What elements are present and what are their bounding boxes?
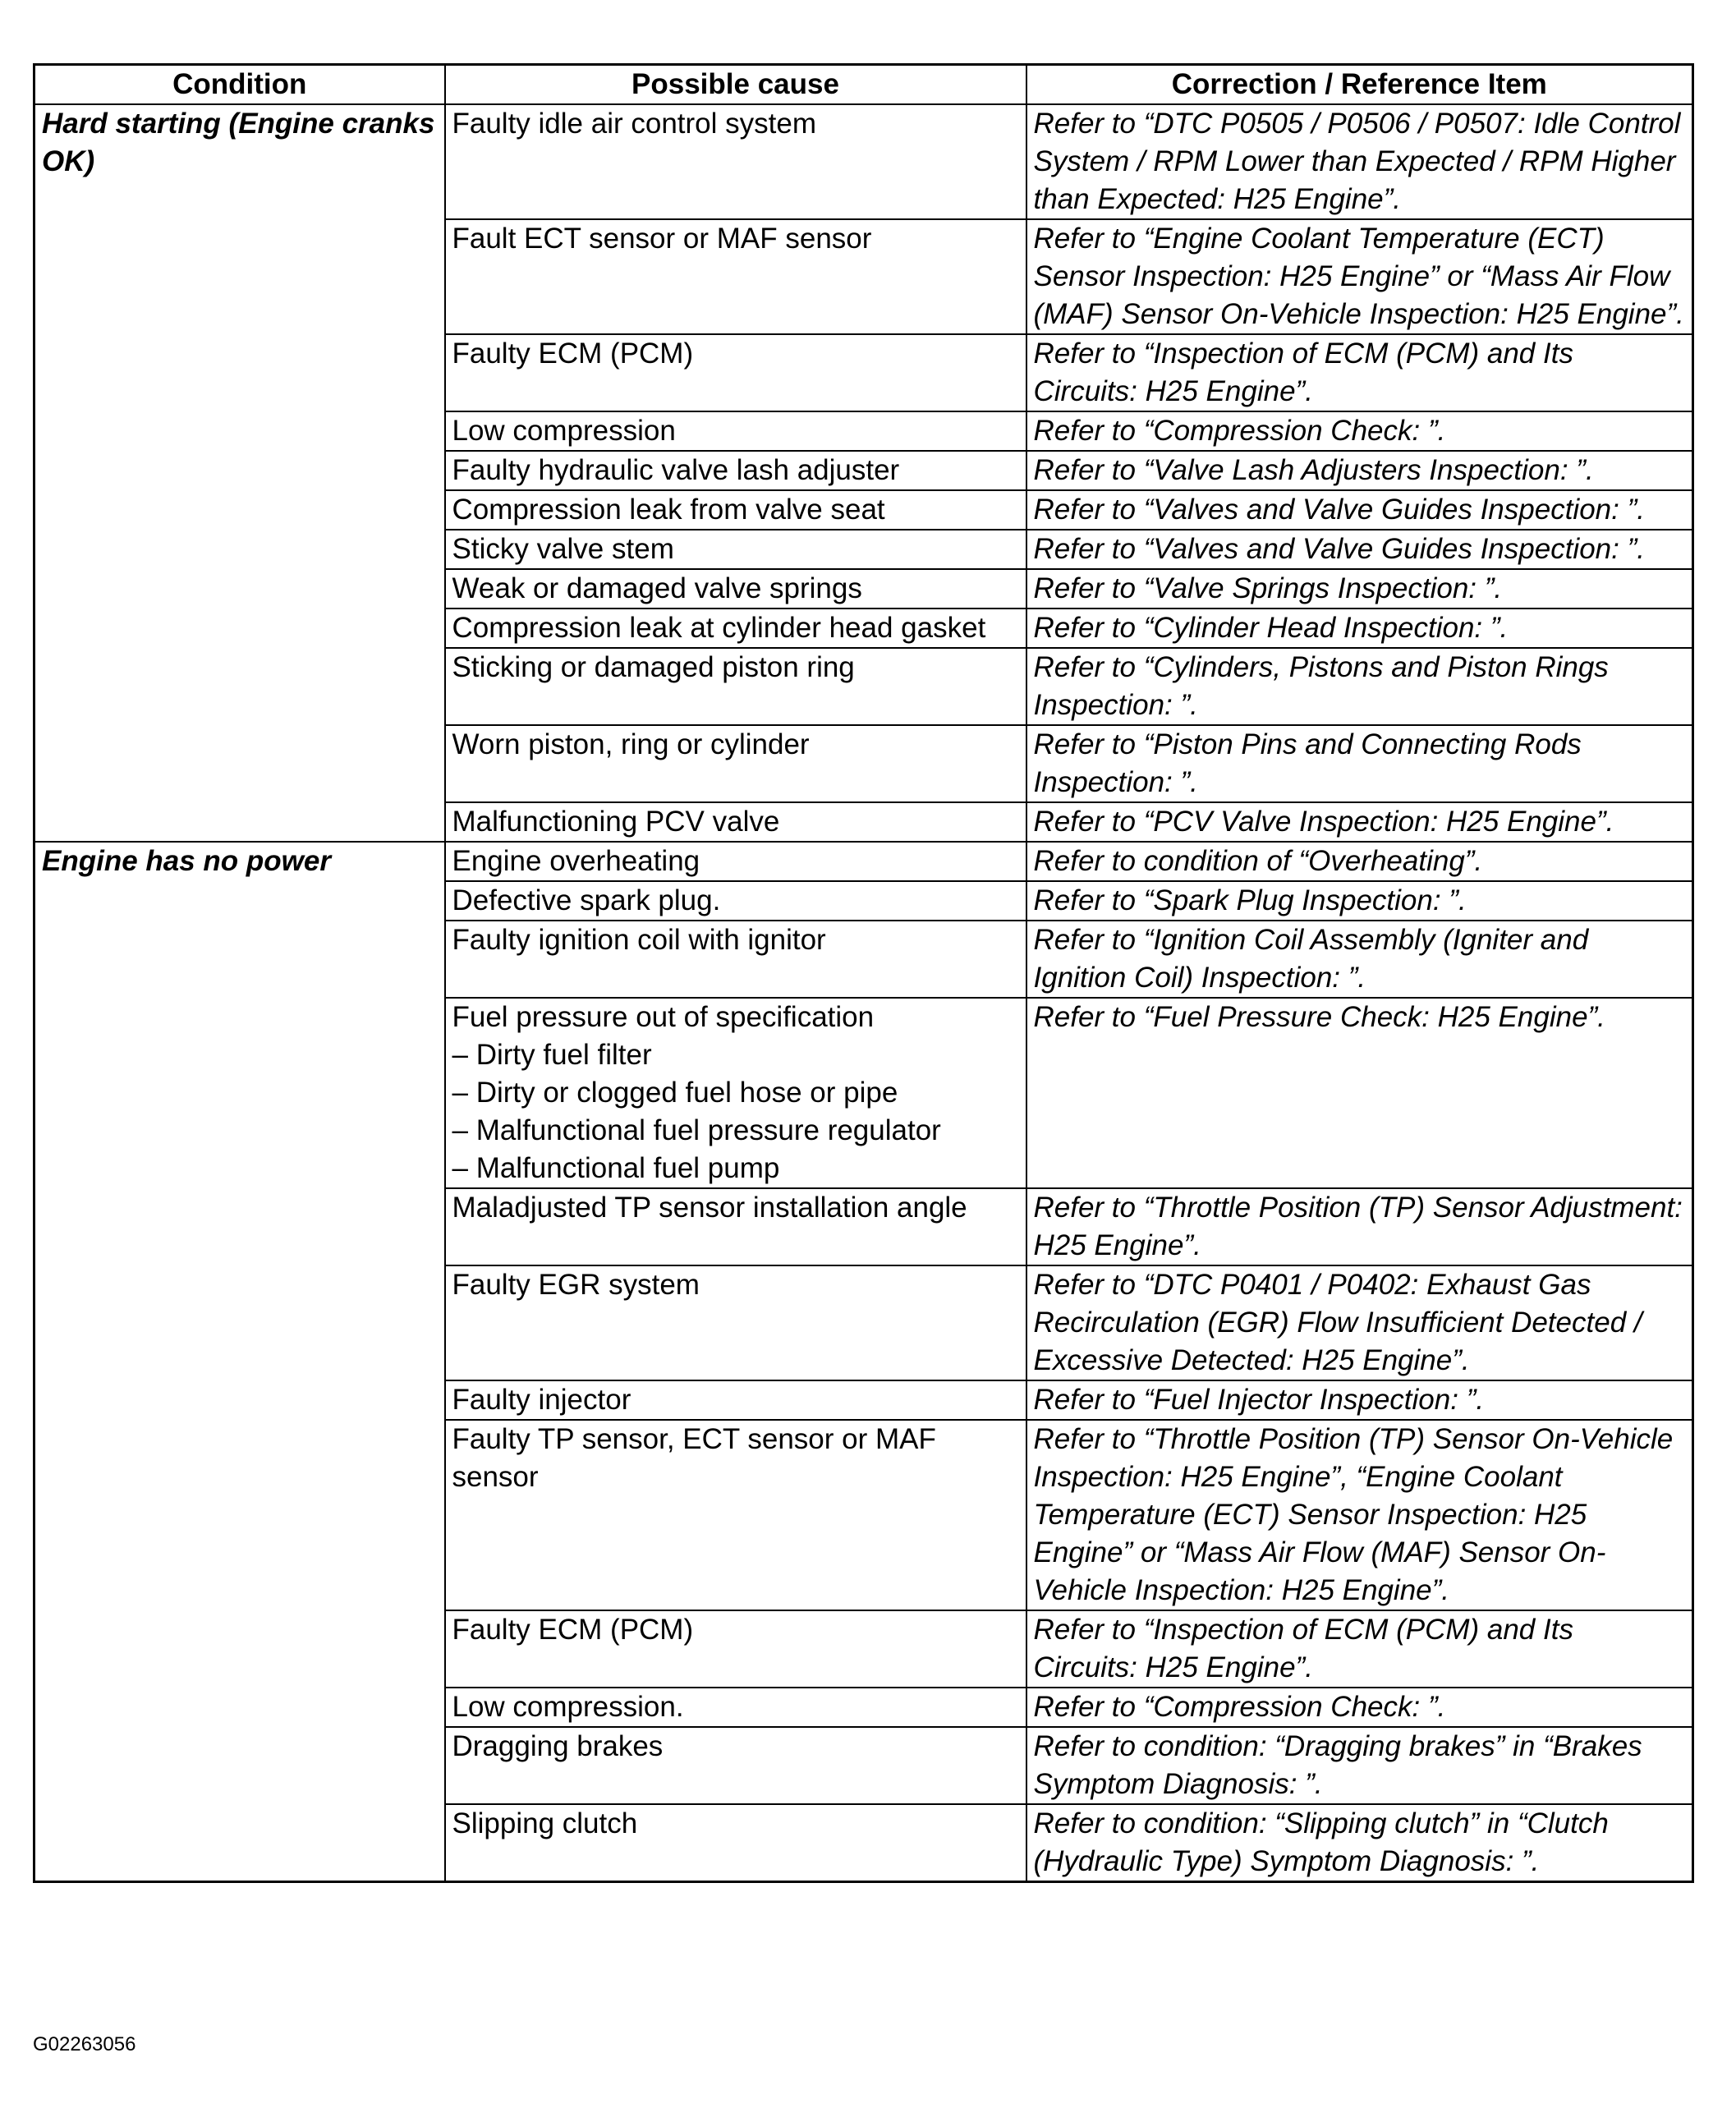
correction-cell: Refer to condition: “Dragging brakes” in “Brakes Symptom Diagnosis: ”.: [1026, 1727, 1693, 1804]
cause-line: – Dirty or clogged fuel hose or pipe: [452, 1077, 898, 1109]
correction-cell: Refer to “Valves and Valve Guides Inspection: ”.: [1026, 490, 1693, 530]
correction-cell: Refer to “DTC P0505 / P0506 / P0507: Idle Control System / RPM Lower than Expected / RPM Higher than Expected: H25 Engine”.: [1026, 104, 1693, 219]
correction-cell: Refer to “Valve Lash Adjusters Inspection: ”.: [1026, 451, 1693, 490]
table-body: [34, 104, 1693, 1882]
cause-line: – Malfunctional fuel pressure regulator: [452, 1114, 941, 1146]
possible-cause-cell: Faulty ignition coil with ignitor: [445, 921, 1026, 998]
correction-cell: Refer to “Inspection of ECM (PCM) and Its Circuits: H25 Engine”.: [1026, 334, 1693, 411]
header-row: [34, 65, 1693, 105]
possible-cause-cell: Maladjusted TP sensor installation angle: [445, 1188, 1026, 1265]
possible-cause-cell: Sticking or damaged piston ring: [445, 648, 1026, 725]
possible-cause-cell: Faulty hydraulic valve lash adjuster: [445, 451, 1026, 490]
possible-cause-cell: Faulty idle air control system: [445, 104, 1026, 219]
table-row: [34, 104, 1693, 219]
correction-cell: Refer to “Inspection of ECM (PCM) and Its Circuits: H25 Engine”.: [1026, 1610, 1693, 1688]
troubleshooting-table: [33, 63, 1694, 1883]
possible-cause-cell: [445, 998, 1026, 1188]
possible-cause-cell: Faulty injector: [445, 1380, 1026, 1420]
possible-cause-cell: Malfunctioning PCV valve: [445, 802, 1026, 842]
possible-cause-cell: Slipping clutch: [445, 1804, 1026, 1882]
correction-cell: Refer to “Piston Pins and Connecting Rods Inspection: ”.: [1026, 725, 1693, 802]
header-condition: Condition: [34, 65, 445, 105]
cause-line: – Malfunctional fuel pump: [452, 1152, 780, 1184]
possible-cause-cell: Faulty ECM (PCM): [445, 1610, 1026, 1688]
possible-cause-cell: Faulty EGR system: [445, 1265, 1026, 1380]
possible-cause-cell: Faulty ECM (PCM): [445, 334, 1026, 411]
possible-cause-cell: Faulty TP sensor, ECT sensor or MAF sensor: [445, 1420, 1026, 1610]
possible-cause-cell: Dragging brakes: [445, 1727, 1026, 1804]
correction-cell: Refer to “Engine Coolant Temperature (ECT) Sensor Inspection: H25 Engine” or “Mass Air Flow (MAF) Sensor On-Vehicle Inspection: H25 Engine”.: [1026, 219, 1693, 334]
correction-cell: Refer to “Fuel Pressure Check: H25 Engine”.: [1026, 998, 1693, 1188]
correction-cell: Refer to “Spark Plug Inspection: ”.: [1026, 881, 1693, 921]
correction-cell: Refer to “Valves and Valve Guides Inspection: ”.: [1026, 530, 1693, 569]
correction-cell: Refer to “Fuel Injector Inspection: ”.: [1026, 1380, 1693, 1420]
cause-line: Fuel pressure out of specification: [452, 1001, 875, 1033]
correction-cell: Refer to “DTC P0401 / P0402: Exhaust Gas Recirculation (EGR) Flow Insufficient Detected / Excessive Detected: H25 Engine”.: [1026, 1265, 1693, 1380]
correction-cell: Refer to “Cylinder Head Inspection: ”.: [1026, 609, 1693, 648]
possible-cause-cell: Defective spark plug.: [445, 881, 1026, 921]
possible-cause-cell: Fault ECT sensor or MAF sensor: [445, 219, 1026, 334]
correction-cell: Refer to “Throttle Position (TP) Sensor Adjustment: H25 Engine”.: [1026, 1188, 1693, 1265]
possible-cause-cell: Compression leak from valve seat: [445, 490, 1026, 530]
condition-cell: Hard starting (Engine cranks OK): [34, 104, 445, 842]
correction-cell: Refer to “Valve Springs Inspection: ”.: [1026, 569, 1693, 609]
correction-cell: Refer to condition: “Slipping clutch” in “Clutch (Hydraulic Type) Symptom Diagnosis: ”.: [1026, 1804, 1693, 1882]
possible-cause-cell: Engine overheating: [445, 842, 1026, 881]
possible-cause-cell: Low compression: [445, 411, 1026, 451]
correction-cell: Refer to “PCV Valve Inspection: H25 Engine”.: [1026, 802, 1693, 842]
correction-cell: Refer to “Compression Check: ”.: [1026, 411, 1693, 451]
possible-cause-cell: Sticky valve stem: [445, 530, 1026, 569]
possible-cause-cell: Compression leak at cylinder head gasket: [445, 609, 1026, 648]
correction-cell: Refer to “Throttle Position (TP) Sensor On-Vehicle Inspection: H25 Engine”, “Engine Coolant Temperature (ECT) Sensor Inspection: H25 Engine” or “Mass Air Flow (MAF) Sensor On-Vehicle Inspection: H25 Engine”.: [1026, 1420, 1693, 1610]
possible-cause-cell: Low compression.: [445, 1688, 1026, 1727]
header-possible-cause: Possible cause: [445, 65, 1026, 105]
correction-cell: Refer to condition of “Overheating”.: [1026, 842, 1693, 881]
header-correction: Correction / Reference Item: [1026, 65, 1693, 105]
possible-cause-cell: Worn piston, ring or cylinder: [445, 725, 1026, 802]
table-row: [34, 842, 1693, 881]
correction-cell: Refer to “Cylinders, Pistons and Piston Rings Inspection: ”.: [1026, 648, 1693, 725]
figure-id: G02263056: [33, 2033, 136, 2055]
correction-cell: Refer to “Compression Check: ”.: [1026, 1688, 1693, 1727]
correction-cell: Refer to “Ignition Coil Assembly (Igniter and Ignition Coil) Inspection: ”.: [1026, 921, 1693, 998]
possible-cause-cell: Weak or damaged valve springs: [445, 569, 1026, 609]
condition-cell: Engine has no power: [34, 842, 445, 1882]
cause-line: – Dirty fuel filter: [452, 1039, 652, 1071]
